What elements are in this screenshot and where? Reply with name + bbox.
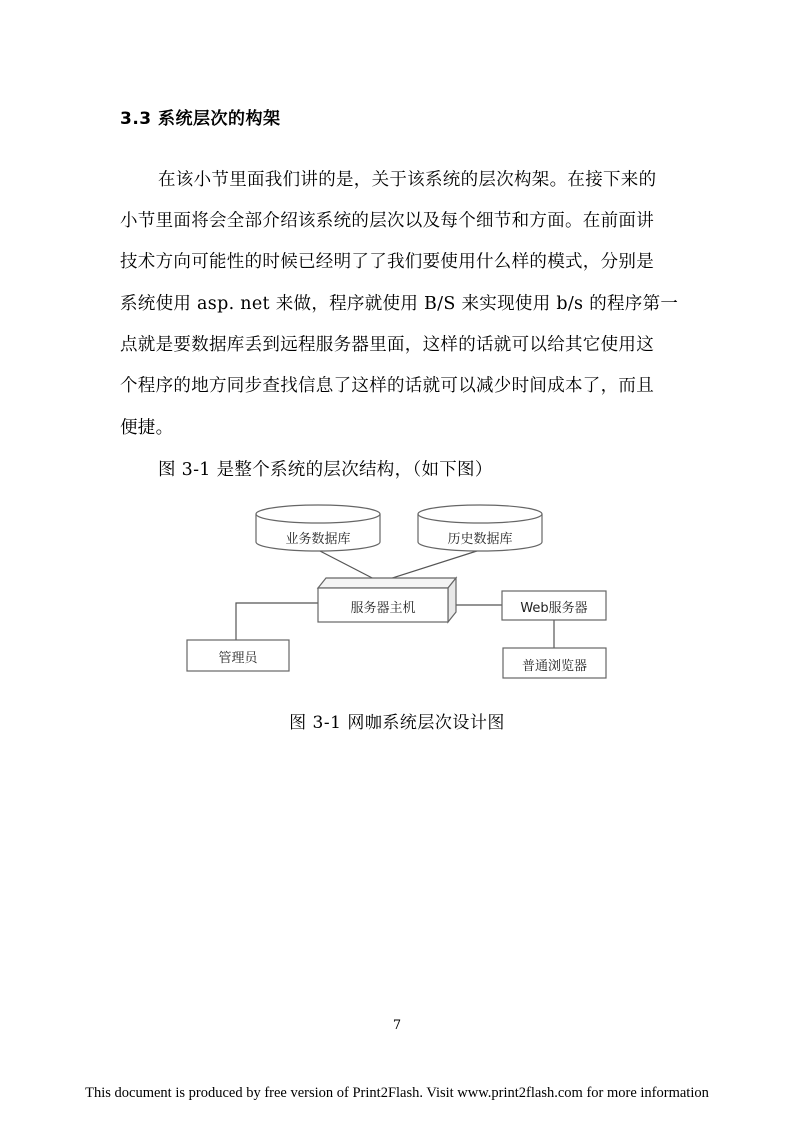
history-db-label: 历史数据库 [447, 532, 513, 547]
browser-label: 普通浏览器 [521, 659, 587, 674]
business-db-label: 业务数据库 [285, 532, 351, 547]
figure-caption: 图 3-1 网咖系统层次设计图 [289, 713, 505, 733]
footer-watermark-note: This document is produced by free version of Print2Flash. Visit www.print2flash.com for more information [85, 1085, 709, 1101]
server-host-label: 服务器主机 [350, 601, 416, 616]
paragraph-line: 点就是要数据库丢到远程服务器里面，这样的话就可以给其它使用这 [120, 335, 654, 355]
paragraph-line: 便捷。 [120, 418, 174, 438]
line-business-db-to-server [318, 550, 380, 582]
line-server-to-admin [236, 603, 318, 640]
paragraph-line: 技术方向可能性的时候已经明了了我们要使用什么样的模式，分别是 [120, 252, 654, 272]
paragraph-line: 个程序的地方同步查找信息了这样的话就可以减少时间成本了，而且 [120, 376, 654, 396]
paragraph-line: 系统使用 asp. net 来做，程序就使用 B/S 来实现使用 b/s 的程序第一 [120, 294, 679, 314]
system-layer-diagram [178, 500, 618, 690]
paragraph-line: 小节里面将会全部介绍该系统的层次以及每个细节和方面。在前面讲 [120, 211, 654, 231]
page-number: 7 [392, 1018, 402, 1033]
admin-label: 管理员 [218, 651, 258, 666]
section-heading: 3.3 系统层次的构架 [120, 109, 281, 129]
line-history-db-to-server [380, 550, 480, 582]
paragraph-line: 在该小节里面我们讲的是，关于该系统的层次构架。在接下来的 [158, 170, 657, 190]
figure-reference-text: 图 3-1 是整个系统的层次结构，（如下图） [158, 460, 493, 480]
web-server-label: Web服务器 [520, 601, 588, 616]
